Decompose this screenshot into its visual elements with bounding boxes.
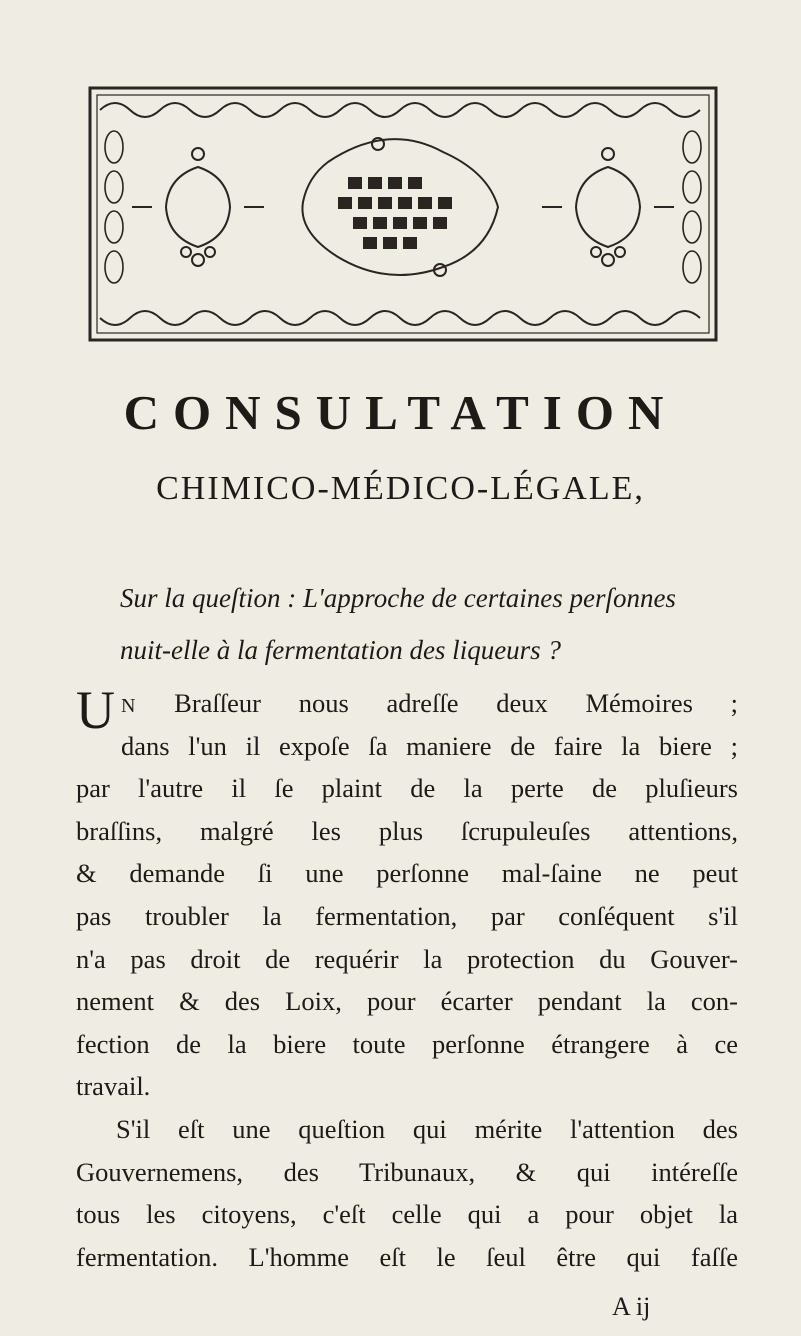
paragraph-1-line-1-text: Braſſeur nous adreſſe deux Mémoires ; [136, 688, 738, 718]
ornamental-header-band [88, 82, 718, 344]
body-text [76, 682, 738, 1278]
drop-cap: U [76, 680, 115, 740]
paragraph-1-line-4: braſſins, malgré les plus ſcrupuleuſes attentions, [76, 815, 738, 846]
paragraph-1-line-10: travail. [76, 1071, 151, 1102]
ornament-graphic [88, 82, 718, 344]
question-line-2: nuit-elle à la fermentation des liqueurs ? [120, 635, 561, 665]
paragraph-1-line-7: n'a pas droit de requérir la protection du Gouver- [76, 943, 738, 974]
paragraph-1-line-1 [76, 680, 738, 740]
first-word-smallcaps: N [121, 695, 137, 717]
paragraph-1-line-9: fection de la biere toute perſonne étrangere à ce [76, 1028, 738, 1059]
question-heading [120, 572, 720, 676]
paragraph-2-line-3: tous les citoyens, c'eſt celle qui a pour objet la [76, 1199, 738, 1230]
paragraph-1-line-5: & demande ſi une perſonne mal-ſaine ne peut [76, 858, 738, 889]
paragraph-2-line-4: fermentation. L'homme eſt le ſeul être qui faſſe [76, 1241, 738, 1272]
paragraph-2-line-2: Gouvernemens, des Tribunaux, & qui intéreſſe [76, 1156, 738, 1187]
question-line-1: Sur la queſtion : L'approche de certaines perſonnes [120, 583, 676, 613]
paragraph-1-line-6: pas troubler la fermentation, par conſéquent s'il [76, 900, 738, 931]
paragraph-1-line-8: nement & des Loix, pour écarter pendant la con- [76, 986, 738, 1017]
page-subtitle: CHIMICO-MÉDICO-LÉGALE, [156, 470, 645, 507]
page-signature-mark: A ij [612, 1292, 651, 1321]
paragraph-2-line-1: S'il eſt une queſtion qui mérite l'attention des [116, 1113, 738, 1144]
paragraph-1-line-3: par l'autre il ſe plaint de la perte de pluſieurs [76, 773, 738, 804]
page-title: CONSULTATION [123, 385, 678, 440]
paragraph-1-line-2: dans l'un il expoſe ſa maniere de faire la biere ; [121, 730, 738, 761]
